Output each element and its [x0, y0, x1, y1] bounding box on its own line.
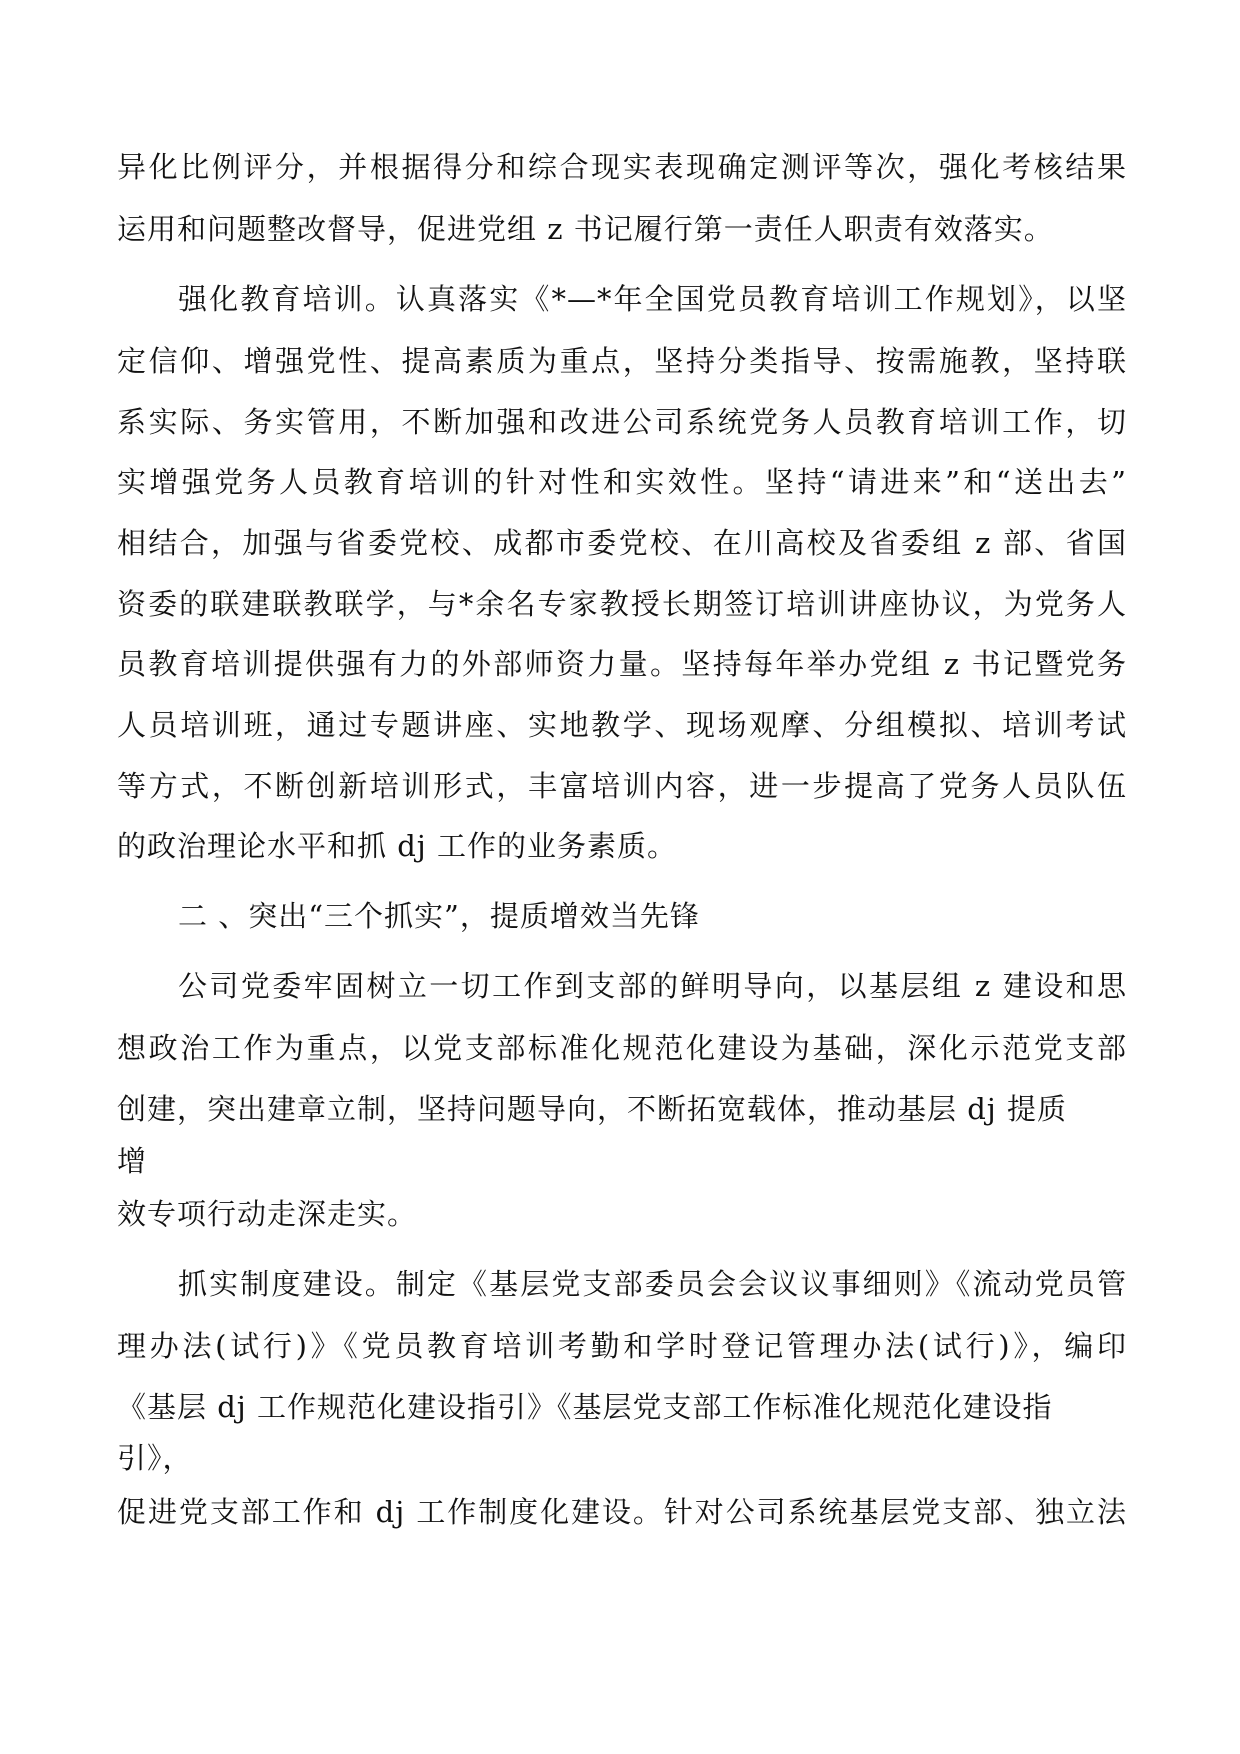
body-text-line: 资委的联建联教联学，与*余名专家教授长期签订培训讲座协议，为党务人: [117, 587, 1127, 621]
body-text-line: 相结合，加强与省委党校、成都市委党校、在川高校及省委组 z 部、省国: [117, 526, 1127, 560]
body-text-line: 《基层 dj 工作规范化建设指引》《基层党支部工作标准化规范化建设指: [117, 1390, 1053, 1424]
body-text-line: 运用和问题整改督导，促进党组 z 书记履行第一责任人职责有效落实。: [117, 212, 1054, 246]
body-text-line: 引》，: [117, 1441, 193, 1475]
body-text-line: 等方式，不断创新培训形式，丰富培训内容，进一步提高了党务人员队伍: [117, 769, 1127, 803]
paragraph-first-line: 公司党委牢固树立一切工作到支部的鲜明导向，以基层组 z 建设和思: [178, 969, 1127, 1003]
body-text-line: 理办法(试行)》《党员教育培训考勤和学时登记管理办法(试行)》，编印: [117, 1329, 1127, 1363]
body-text-line: 的政治理论水平和抓 dj 工作的业务素质。: [117, 829, 677, 863]
body-text-line: 效专项行动走深走实。: [117, 1197, 418, 1231]
paragraph-first-line: 抓实制度建设。制定《基层党支部委员会会议议事细则》《流动党员管: [178, 1267, 1127, 1301]
section-heading: 二 、突出“三个抓实”，提质增效当先锋: [178, 899, 700, 933]
body-text-line: 定信仰、增强党性、提高素质为重点，坚持分类指导、按需施教，坚持联: [117, 344, 1127, 378]
body-text-line: 实增强党务人员教育培训的针对性和实效性。坚持“请进来”和“送出去”: [117, 465, 1127, 499]
body-text-line: 增: [117, 1144, 148, 1178]
body-text-line: 系实际、务实管用，不断加强和改进公司系统党务人员教育培训工作，切: [117, 405, 1127, 439]
paragraph-first-line: 强化教育培训。认真落实《*—*年全国党员教育培训工作规划》，以坚: [178, 282, 1127, 316]
body-text-line: 人员培训班，通过专题讲座、实地教学、现场观摩、分组模拟、培训考试: [117, 708, 1127, 742]
body-text-line: 促进党支部工作和 dj 工作制度化建设。针对公司系统基层党支部、独立法: [117, 1495, 1127, 1529]
body-text-line: 异化比例评分，并根据得分和综合现实表现确定测评等次，强化考核结果: [117, 150, 1127, 184]
body-text-line: 创建，突出建章立制，坚持问题导向，不断拓宽载体，推动基层 dj 提质: [117, 1092, 1067, 1126]
body-text-line: 员教育培训提供强有力的外部师资力量。坚持每年举办党组 z 书记暨党务: [117, 647, 1127, 681]
body-text-line: 想政治工作为重点，以党支部标准化规范化建设为基础，深化示范党支部: [117, 1031, 1127, 1065]
